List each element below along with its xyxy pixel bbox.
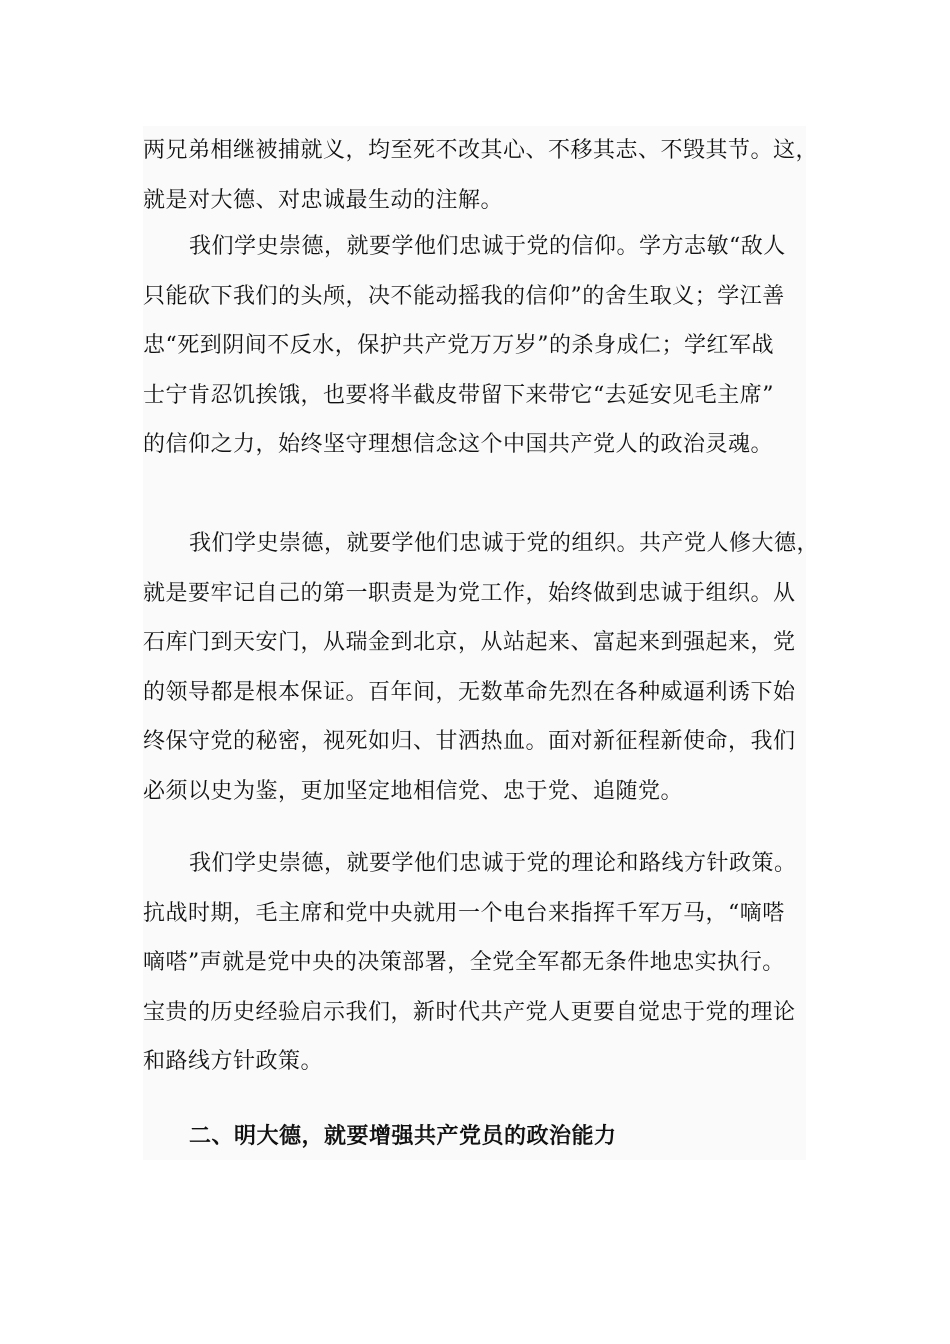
paragraph-3-line-5: 终保守党的秘密，视死如归、甘洒热血。面对新征程新使命，我们 [143,729,796,754]
paragraph-4-line-2: 抗战时期，毛主席和党中央就用一个电台来指挥千军万马，“嘀嗒 [143,900,785,926]
paragraph-2-line-2: 只能砍下我们的头颅，决不能动摇我的信仰”的舍生取义；学江善 [143,283,785,309]
paragraph-2-line-5: 的信仰之力，始终坚守理想信念这个中国共产党人的政治灵魂。 [143,432,774,457]
paragraph-4 [143,839,806,1087]
paragraph-1-line-1: 两兄弟相继被捕就义，均至死不改其心、不移其志、不毁其节。这， [143,138,819,163]
paragraph-1 [143,126,819,225]
paragraph-4-line-5: 和路线方针政策。 [143,1049,324,1074]
section-heading: 二、明大德，就要增强共产党员的政治能力 [189,1123,617,1149]
paragraph-3-line-1: 我们学史崇德，就要学他们忠诚于党的组织。共产党人修大德， [189,531,820,556]
paragraph-1-line-2: 就是对大德、对忠诚最生动的注解。 [143,187,504,213]
paragraph-3-line-4: 的领导都是根本保证。百年间，无数革命先烈在各种威逼利诱下始 [143,679,796,705]
paragraph-2 [143,222,806,470]
paragraph-4-line-4: 宝贵的历史经验启示我们，新时代共产党人更要自觉忠于党的理论 [143,999,796,1025]
paragraph-3-line-3: 石库门到天安门，从瑞金到北京，从站起来、富起来到强起来，党 [143,630,796,655]
paragraph-2-line-4: 士宁肯忍饥挨饿，也要将半截皮带留下来带它“去延安见毛主席” [143,382,774,408]
paragraph-3-line-6: 必须以史为鉴，更加坚定地相信党、忠于党、追随党。 [143,778,684,804]
paragraph-2-line-1: 我们学史崇德，就要学他们忠诚于党的信仰。学方志敏“敌人 [189,234,786,259]
paragraph-4-line-1: 我们学史崇德，就要学他们忠诚于党的理论和路线方针政策。 [189,851,797,876]
paragraph-3 [143,519,820,816]
paragraph-2-line-3: 忠“死到阴间不反水，保护共产党万万岁”的杀身成仁；学红军战 [143,333,774,358]
document-body [143,126,820,1160]
paragraph-3-line-2: 就是要牢记自己的第一职责是为党工作，始终做到忠诚于组织。从 [143,580,796,606]
paragraph-4-line-3: 嘀嗒”声就是党中央的决策部署，全党全军都无条件地忠实执行。 [143,950,785,975]
